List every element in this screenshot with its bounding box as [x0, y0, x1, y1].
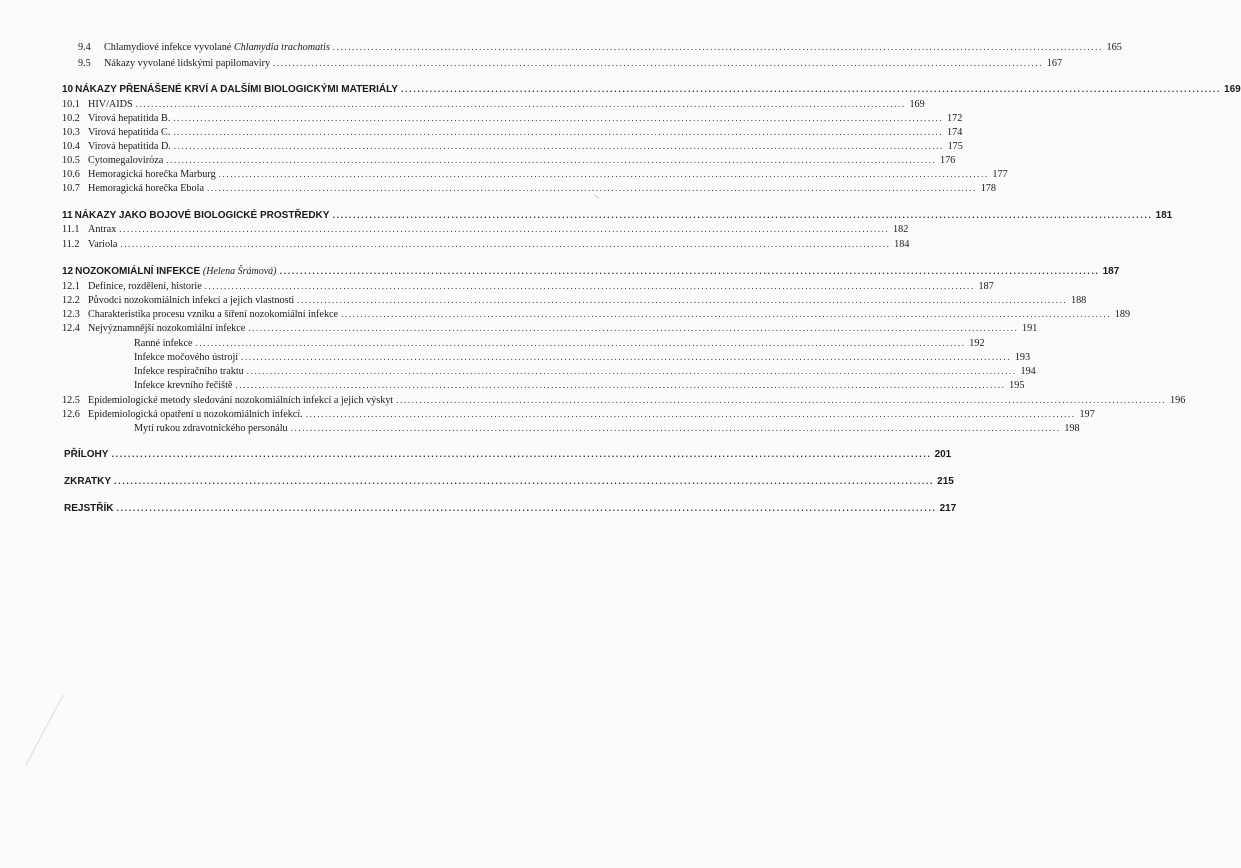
entry-title-text: Epidemiologická opatření u nozokomiálních infekcí. — [88, 409, 303, 420]
dot-leader: ........................................................................................................................................................................................................ — [111, 449, 932, 459]
entry-title-text: REJSTŘÍK — [64, 503, 114, 514]
toc-entry — [62, 40, 1122, 54]
entry-title — [64, 448, 108, 462]
dot-leader: ........................................................................................................................................................................................................ — [341, 309, 1112, 319]
dot-leader: ........................................................................................................................................................................................................ — [195, 338, 966, 348]
entry-number: 12.2 — [62, 295, 80, 306]
entry-title-text: Chlamydiové infekce vyvolané — [104, 42, 234, 53]
entry-number: 9.5 — [78, 58, 91, 69]
entry-page-number: 167 — [1046, 58, 1063, 69]
dot-leader: ........................................................................................................................................................................................................ — [273, 58, 1044, 68]
toc-entry — [62, 97, 925, 111]
entry-title-text: Virová hepatitida D. — [88, 141, 171, 152]
toc-entry — [62, 421, 1080, 435]
toc-entry — [62, 307, 1131, 321]
entry-page-number: 196 — [1170, 395, 1186, 406]
entry-title-text: Nákazy vyvolané lidskými papilomaviry — [104, 58, 271, 69]
toc-entry — [62, 56, 1063, 70]
entry-title-text: Ranné infekce — [134, 338, 193, 349]
toc-entry — [62, 125, 963, 139]
entry-title — [104, 57, 270, 71]
entry-title — [64, 475, 111, 489]
entry-title — [88, 98, 133, 112]
entry-number: 10.5 — [62, 155, 80, 166]
dot-leader: ........................................................................................................................................................................................................ — [279, 266, 1100, 276]
entry-title-text: Epidemiologické metody sledování nozokomiálních infekcí a jejich výskyt — [88, 395, 394, 406]
dot-leader: ........................................................................................................................................................................................................ — [396, 395, 1167, 405]
entry-title-text: Antrax — [88, 224, 117, 235]
dot-leader: ........................................................................................................................................................................................................ — [204, 281, 975, 291]
toc-entry — [62, 181, 996, 195]
entry-title — [88, 182, 204, 196]
toc-entry — [62, 222, 909, 236]
toc-entry — [62, 139, 963, 153]
entry-title — [62, 422, 288, 436]
entry-title-text: Hemoragická horečka Ebola — [88, 183, 204, 194]
dot-leader: ........................................................................................................................................................................................................ — [173, 127, 944, 137]
entry-title — [88, 238, 117, 252]
toc-entry — [62, 321, 1038, 335]
entry-title-text: Infekce močového ústrojí — [134, 352, 239, 363]
toc-entry — [62, 501, 957, 515]
entry-page-number: 177 — [992, 169, 1008, 180]
entry-page-number: 182 — [893, 224, 909, 235]
entry-number: 12.5 — [62, 395, 80, 406]
entry-author: (Helena Šrámová) — [202, 266, 277, 277]
dot-leader: ........................................................................................................................................................................................................ — [290, 423, 1061, 433]
entry-number: 11 — [62, 210, 73, 221]
toc-entry — [62, 447, 952, 461]
toc-entry — [62, 407, 1095, 421]
toc-entry — [62, 264, 1120, 278]
entry-page-number: 178 — [980, 183, 996, 194]
entry-page-number: 191 — [1022, 323, 1038, 334]
dot-leader: ........................................................................................................................................................................................................ — [248, 323, 1019, 333]
entry-number: 12.1 — [62, 281, 80, 292]
entry-title — [62, 337, 193, 351]
entry-title — [62, 351, 238, 365]
entry-title-text: Infekce krevního řečiště — [134, 380, 233, 391]
entry-title-text: Virová hepatitida C. — [88, 127, 171, 138]
dot-leader: ........................................................................................................................................................................................................ — [206, 183, 977, 193]
entry-page-number: 187 — [1102, 266, 1120, 277]
entry-title-text: HIV/AIDS — [88, 99, 133, 110]
entry-page-number: 194 — [1020, 366, 1036, 377]
entry-title — [88, 394, 393, 408]
entry-number: 10.1 — [62, 99, 80, 110]
entry-title — [104, 41, 330, 55]
dot-leader: ........................................................................................................................................................................................................ — [173, 141, 944, 151]
entry-title — [88, 126, 170, 140]
entry-title — [62, 365, 244, 379]
dot-leader: ........................................................................................................................................................................................................ — [135, 99, 906, 109]
entry-number: 11.1 — [62, 224, 80, 235]
entry-title-text: Infekce respiračního traktu — [134, 366, 244, 377]
entry-title — [88, 294, 294, 308]
dot-leader: ........................................................................................................................................................................................................ — [241, 352, 1012, 362]
toc-entry — [62, 293, 1087, 307]
entry-number: 9.4 — [78, 42, 91, 53]
toc-entry — [62, 153, 956, 167]
entry-number: 10.6 — [62, 169, 80, 180]
entry-title — [75, 83, 398, 97]
entry-title-text: Nejvýznamnější nozokomiální infekce — [88, 323, 246, 334]
dot-leader: ........................................................................................................................................................................................................ — [116, 503, 937, 513]
entry-title — [88, 322, 245, 336]
entry-page-number: 187 — [978, 281, 994, 292]
toc-entry — [62, 279, 994, 293]
entry-number: 12.4 — [62, 323, 80, 334]
entry-title — [88, 223, 116, 237]
entry-number: 10.4 — [62, 141, 80, 152]
entry-number: 10.2 — [62, 113, 80, 124]
entry-number: 10.7 — [62, 183, 80, 194]
dot-leader: ........................................................................................................................................................................................................ — [400, 84, 1222, 94]
entry-title-text: Původci nozokomiálních infekcí a jejich vlastnosti — [88, 295, 295, 306]
dot-leader: ........................................................................................................................................................................................................ — [166, 155, 937, 165]
entry-page-number: 197 — [1079, 409, 1095, 420]
dot-leader: ........................................................................................................................................................................................................ — [297, 295, 1068, 305]
entry-page-number: 195 — [1009, 380, 1025, 391]
entry-title-text: NOZOKOMIÁLNÍ INFEKCE — [75, 266, 201, 277]
dot-leader: ........................................................................................................................................................................................................ — [332, 42, 1103, 52]
entry-title-text: PŘÍLOHY — [64, 449, 109, 460]
dot-leader: ........................................................................................................................................................................................................ — [119, 224, 890, 234]
entry-title — [62, 379, 232, 393]
entry-title-text: Mytí rukou zdravotnického personálu — [134, 423, 288, 434]
dot-leader: ........................................................................................................................................................................................................ — [305, 409, 1076, 419]
entry-page-number: 193 — [1014, 352, 1031, 363]
dot-leader: ........................................................................................................................................................................................................ — [120, 239, 891, 249]
entry-page-number: 201 — [934, 449, 952, 460]
dot-leader: ........................................................................................................................................................................................................ — [246, 366, 1017, 376]
entry-title — [64, 502, 113, 516]
entry-page-number: 181 — [1155, 210, 1173, 221]
entry-title-text: Hemoragická horečka Marburg — [88, 169, 216, 180]
entry-number: 10 — [62, 84, 74, 95]
entry-title — [88, 112, 170, 126]
entry-page-number: 198 — [1064, 423, 1080, 434]
toc-entry — [62, 111, 963, 125]
entry-title-text: NÁKAZY JAKO BOJOVÉ BIOLOGICKÉ PROSTŘEDKY — [74, 210, 330, 221]
entry-title-text: Variola — [88, 239, 118, 250]
entry-number: 10.3 — [62, 127, 80, 138]
entry-title-italic: Chlamydia trachomatis — [233, 42, 330, 53]
entry-title-text: Definice, rozdělení, historie — [88, 281, 202, 292]
toc-entry — [62, 474, 954, 488]
entry-title — [88, 280, 202, 294]
entry-title-text: ZKRATKY — [64, 476, 112, 487]
dot-leader: ........................................................................................................................................................................................................ — [218, 169, 989, 179]
entry-page-number: 172 — [947, 113, 963, 124]
entry-number: 12.3 — [62, 309, 80, 320]
entry-title — [88, 168, 216, 182]
toc-entry — [62, 393, 1186, 407]
entry-page-number: 169 — [1224, 84, 1241, 95]
entry-title — [75, 265, 276, 279]
entry-title-text: Charakteristika procesu vzniku a šíření nozokomiální infekce — [88, 309, 339, 320]
entry-title-text: Cytomegalovirόza — [88, 155, 164, 166]
toc-entry — [62, 82, 1241, 96]
toc-entry — [62, 364, 1036, 378]
toc-entry — [62, 237, 910, 251]
entry-title-text: Virová hepatitida B. — [88, 113, 171, 124]
dot-leader: ........................................................................................................................................................................................................ — [332, 210, 1153, 220]
dot-leader: ........................................................................................................................................................................................................ — [173, 113, 944, 123]
toc-entry — [62, 378, 1025, 392]
entry-page-number: 188 — [1070, 295, 1087, 306]
entry-title — [75, 209, 330, 223]
toc-entry — [62, 167, 1008, 181]
toc-entry — [62, 208, 1173, 222]
entry-title — [88, 308, 338, 322]
entry-page-number: 189 — [1114, 309, 1131, 320]
entry-page-number: 176 — [939, 155, 956, 166]
dot-leader: ........................................................................................................................................................................................................ — [235, 380, 1006, 390]
entry-page-number: 217 — [939, 503, 957, 514]
entry-title — [88, 408, 303, 422]
entry-number: 12.6 — [62, 409, 80, 420]
entry-title — [88, 154, 163, 168]
entry-title-text: NÁKAZY PŘENÁŠENÉ KRVÍ A DALŠÍMI BIOLOGICKÝMI MATERIÁLY — [75, 84, 398, 95]
entry-page-number: 174 — [947, 127, 963, 138]
entry-page-number: 169 — [909, 99, 925, 110]
entry-page-number: 192 — [969, 338, 985, 349]
toc-entry — [62, 336, 985, 350]
entry-number: 11.2 — [62, 239, 80, 250]
entry-page-number: 184 — [894, 239, 910, 250]
entry-page-number: 215 — [937, 476, 954, 487]
entry-number: 12 — [62, 266, 74, 277]
entry-title — [88, 140, 171, 154]
entry-page-number: 165 — [1106, 42, 1122, 53]
dot-leader: ........................................................................................................................................................................................................ — [114, 476, 935, 486]
entry-page-number: 175 — [947, 141, 963, 152]
toc-entry — [62, 350, 1031, 364]
